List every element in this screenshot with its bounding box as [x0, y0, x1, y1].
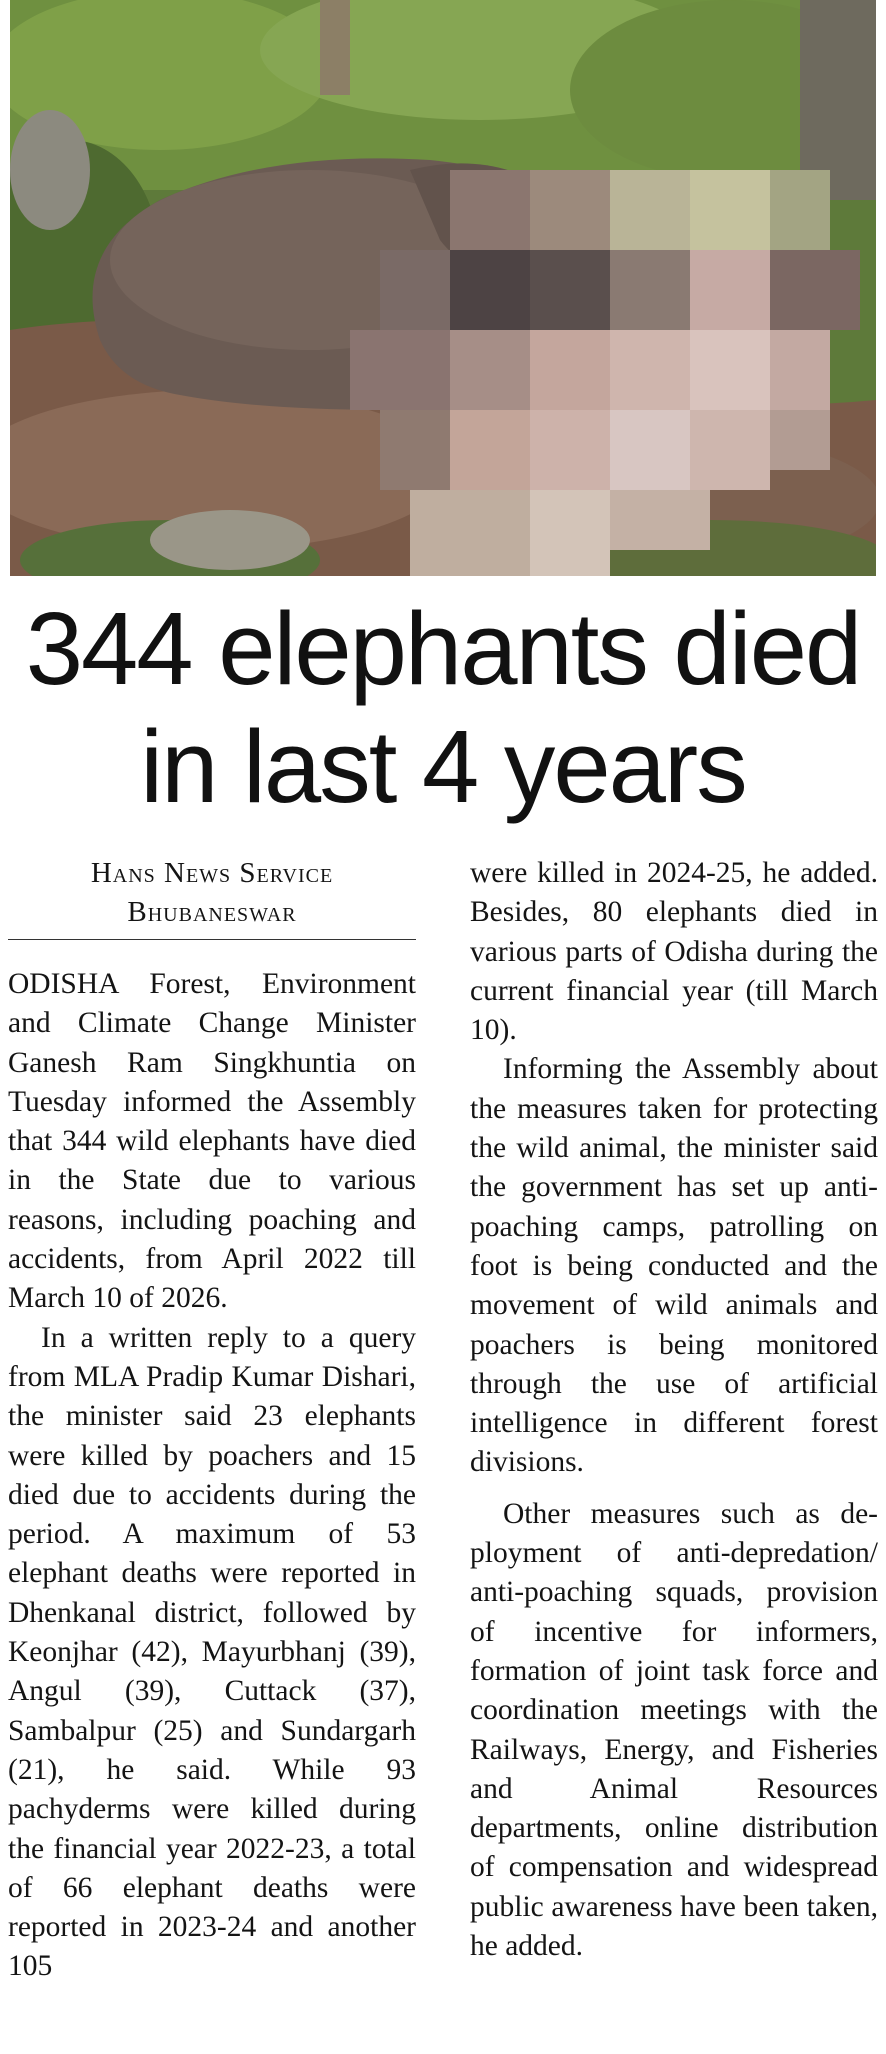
- photo-illustration: [10, 0, 876, 576]
- paragraph-4: Other measures such as deployment of anti-depredation/ anti-poaching squads, provision of incentive for informers, formation of joint task force and coordination meetings with the Railways, Energy, and Fisheries and Animal Resources departments, online distribution of compensation and widespread public awareness have been taken, he added.: [470, 1497, 878, 1963]
- headline: [0, 590, 886, 826]
- paragraph-1: ODISHA Forest, Environment and Climate Change Minister Ganesh Ram Singkhuntia on Tuesday informed the Assembly that 344 wild elephants have died in the State due to various reasons, including poaching and accidents, from April 2022 till March 10 of 2026.: [8, 968, 416, 1315]
- headline-line-2: in last 4 years: [140, 709, 746, 824]
- paragraph-3: Informing the Assembly about the measures taken for protecting the wild animal, the minister said the government has set up anti-poaching camps, patrolling on foot is being conducted and the movement of wild animals and poachers is being monitored through the use of artificial intelligence in different forest divisions.: [470, 1053, 878, 1479]
- byline: [8, 854, 416, 940]
- article-column-right: [470, 854, 878, 1966]
- byline-location: Bhubaneswar: [127, 896, 297, 928]
- headline-line-1: 344 elephants died: [25, 591, 861, 706]
- news-photo: [10, 0, 876, 576]
- paragraph-2-continued: were killed in 2024-25, he added. Besides, 80 elephants died in various parts of Odisha during the current financial year (till March 10).: [470, 857, 878, 1047]
- article-column-left: [8, 854, 416, 1987]
- paragraph-2: In a written reply to a query from MLA Pradip Kumar Dishari, the minister said 23 elephants were killed by poachers and 15 died due to accidents during the period. A maximum of 53 elephant deaths were reported in Dhenkanal district, followed by Keonjhar (42), Mayurbhanj (39), Angul (39), Cuttack (37), Sambalpur (25) and Sundargarh (21), he said. While 93 pachyderms were killed during the financial year 2022-23, a total of 66 elephant deaths were reported in 2023-24 and another 105: [8, 1321, 416, 1983]
- byline-agency: Hans News Service: [90, 857, 334, 889]
